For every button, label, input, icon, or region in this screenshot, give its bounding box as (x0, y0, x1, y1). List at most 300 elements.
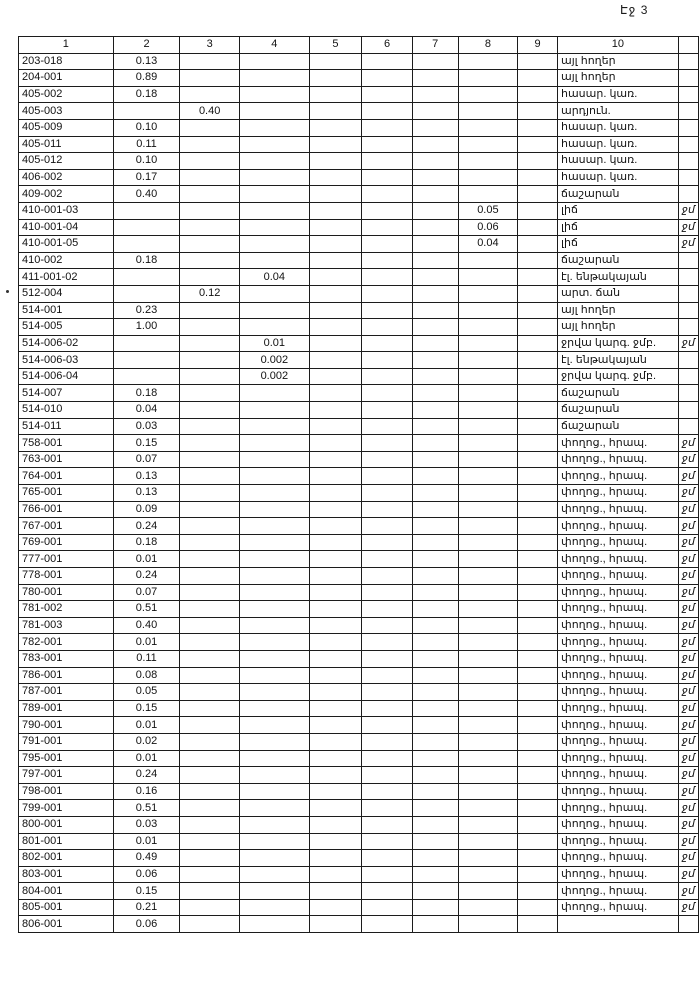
cell-col6 (362, 319, 413, 336)
cell-col10: փողոց., հրապ. (557, 717, 678, 734)
column-header-9: 9 (518, 37, 558, 54)
column-header-3: 3 (180, 37, 240, 54)
cell-col3 (180, 236, 240, 253)
cell-col4 (240, 833, 310, 850)
cell-col4 (240, 169, 310, 186)
cell-col3 (180, 833, 240, 850)
cell-col1: 514-010 (19, 402, 114, 419)
cell-col1: 767-001 (19, 518, 114, 535)
table-header-row (19, 37, 699, 54)
cell-col8 (458, 767, 518, 784)
cell-col1: 799-001 (19, 800, 114, 817)
cell-col10: փողոց., հրապ. (557, 750, 678, 767)
cell-col10: փողոց., հրապ. (557, 833, 678, 850)
cell-col1: 410-001-04 (19, 219, 114, 236)
cell-col3 (180, 717, 240, 734)
cell-col3 (180, 153, 240, 170)
margin-note (678, 385, 698, 402)
cell-col2: 0.03 (113, 816, 180, 833)
cell-col2: 0.03 (113, 418, 180, 435)
cell-col5 (309, 86, 362, 103)
cell-col9 (518, 86, 558, 103)
cell-col9 (518, 816, 558, 833)
cell-col4 (240, 103, 310, 120)
cell-col5 (309, 70, 362, 87)
cell-col3 (180, 916, 240, 933)
cell-col9 (518, 451, 558, 468)
table-row (19, 468, 699, 485)
cell-col6 (362, 584, 413, 601)
table-row (19, 916, 699, 933)
cell-col10: փողոց., հրապ. (557, 899, 678, 916)
table-row (19, 584, 699, 601)
margin-note (678, 169, 698, 186)
table-row (19, 850, 699, 867)
cell-col9 (518, 717, 558, 734)
cell-col6 (362, 883, 413, 900)
cell-col3 (180, 551, 240, 568)
cell-col10: այլ հողեր (557, 53, 678, 70)
cell-col10: փողոց., հրապ. (557, 551, 678, 568)
cell-col8 (458, 617, 518, 634)
cell-col9 (518, 733, 558, 750)
table-row (19, 402, 699, 419)
cell-col6 (362, 202, 413, 219)
cell-col3 (180, 70, 240, 87)
cell-col5 (309, 385, 362, 402)
page-number-label: Էջ 3 (620, 3, 649, 17)
cell-col6 (362, 733, 413, 750)
cell-col3 (180, 435, 240, 452)
cell-col3 (180, 302, 240, 319)
cell-col2: 0.24 (113, 568, 180, 585)
cell-col7 (412, 468, 458, 485)
cell-col6 (362, 634, 413, 651)
margin-note: ջմ (678, 202, 698, 219)
cell-col1: 411-001-02 (19, 269, 114, 286)
cell-col9 (518, 501, 558, 518)
cell-col5 (309, 899, 362, 916)
cell-col4 (240, 866, 310, 883)
cell-col6 (362, 667, 413, 684)
table-row (19, 418, 699, 435)
cell-col4 (240, 186, 310, 203)
cell-col5 (309, 501, 362, 518)
cell-col5 (309, 634, 362, 651)
cell-col3 (180, 86, 240, 103)
cell-col5 (309, 236, 362, 253)
cell-col4 (240, 402, 310, 419)
margin-note (678, 119, 698, 136)
cell-col6 (362, 236, 413, 253)
cell-col4 (240, 899, 310, 916)
cell-col3 (180, 202, 240, 219)
cell-col8 (458, 601, 518, 618)
cell-col9 (518, 767, 558, 784)
cell-col2: 0.15 (113, 883, 180, 900)
cell-col8 (458, 684, 518, 701)
cell-col3 (180, 899, 240, 916)
cell-col2 (113, 269, 180, 286)
cell-col10: փողոց., հրապ. (557, 435, 678, 452)
margin-note: ջմ (678, 850, 698, 867)
cell-col1: 514-005 (19, 319, 114, 336)
column-header-2: 2 (113, 37, 180, 54)
cell-col4 (240, 534, 310, 551)
cell-col2: 0.06 (113, 866, 180, 883)
cell-col6 (362, 252, 413, 269)
cell-col7 (412, 833, 458, 850)
cell-col8 (458, 816, 518, 833)
cell-col3 (180, 634, 240, 651)
cell-col5 (309, 916, 362, 933)
cell-col2 (113, 285, 180, 302)
table-row (19, 601, 699, 618)
cell-col5 (309, 219, 362, 236)
cell-col1: 204-001 (19, 70, 114, 87)
cell-col7 (412, 335, 458, 352)
cell-col7 (412, 816, 458, 833)
cell-col10: այլ հողեր (557, 70, 678, 87)
margin-note: ջմ (678, 717, 698, 734)
cell-col4 (240, 236, 310, 253)
cell-col1: 514-006-02 (19, 335, 114, 352)
cell-col2: 0.13 (113, 485, 180, 502)
cell-col3 (180, 352, 240, 369)
cell-col3 (180, 136, 240, 153)
cell-col6 (362, 119, 413, 136)
cell-col2 (113, 202, 180, 219)
cell-col8 (458, 750, 518, 767)
cell-col3 (180, 451, 240, 468)
column-header-1: 1 (19, 37, 114, 54)
margin-note: ջմ (678, 584, 698, 601)
cell-col1: 804-001 (19, 883, 114, 900)
table-row (19, 650, 699, 667)
cell-col6 (362, 169, 413, 186)
cell-col7 (412, 319, 458, 336)
cell-col4 (240, 883, 310, 900)
margin-note (678, 418, 698, 435)
cell-col3 (180, 816, 240, 833)
cell-col7 (412, 70, 458, 87)
cell-col8 (458, 833, 518, 850)
cell-col3: 0.40 (180, 103, 240, 120)
cell-col7 (412, 103, 458, 120)
cell-col8 (458, 584, 518, 601)
cell-col8 (458, 70, 518, 87)
margin-note: ջմ (678, 335, 698, 352)
column-header-4: 4 (240, 37, 310, 54)
cell-col6 (362, 352, 413, 369)
cell-col8 (458, 899, 518, 916)
column-header-7: 7 (412, 37, 458, 54)
cell-col10: ճաշարան (557, 186, 678, 203)
cell-col5 (309, 285, 362, 302)
cell-col7 (412, 451, 458, 468)
cell-col10: փողոց., հրապ. (557, 534, 678, 551)
cell-col10: այլ հողեր (557, 319, 678, 336)
cell-col5 (309, 269, 362, 286)
cell-col8 (458, 717, 518, 734)
table-row (19, 667, 699, 684)
cell-col1: 758-001 (19, 435, 114, 452)
margin-note (678, 269, 698, 286)
table-row (19, 733, 699, 750)
cell-col1: 512-004 (19, 285, 114, 302)
margin-note: ջմ (678, 501, 698, 518)
cell-col9 (518, 468, 558, 485)
table-row (19, 186, 699, 203)
cell-col4 (240, 136, 310, 153)
margin-note (678, 86, 698, 103)
cell-col10: փողոց., հրապ. (557, 584, 678, 601)
column-header-8: 8 (458, 37, 518, 54)
cell-col5 (309, 684, 362, 701)
cell-col10: էլ. ենթակայան (557, 352, 678, 369)
table-row (19, 319, 699, 336)
cell-col7 (412, 783, 458, 800)
cell-col4 (240, 219, 310, 236)
table-row (19, 53, 699, 70)
table-row (19, 136, 699, 153)
cell-col5 (309, 136, 362, 153)
cell-col9 (518, 285, 558, 302)
table-row (19, 518, 699, 535)
cell-col1: 405-003 (19, 103, 114, 120)
cell-col7 (412, 53, 458, 70)
margin-note: ջմ (678, 816, 698, 833)
cell-col2: 0.11 (113, 650, 180, 667)
cell-col5 (309, 302, 362, 319)
cell-col7 (412, 534, 458, 551)
cell-col9 (518, 269, 558, 286)
cell-col2 (113, 368, 180, 385)
cell-col1: 803-001 (19, 866, 114, 883)
cell-col7 (412, 617, 458, 634)
cell-col5 (309, 169, 362, 186)
margin-note (678, 136, 698, 153)
cell-col3 (180, 468, 240, 485)
cell-col4 (240, 750, 310, 767)
cell-col9 (518, 119, 558, 136)
cell-col10: հասար. կառ. (557, 169, 678, 186)
margin-note (678, 402, 698, 419)
cell-col3 (180, 584, 240, 601)
table-row (19, 783, 699, 800)
cell-col9 (518, 136, 558, 153)
cell-col3 (180, 883, 240, 900)
cell-col7 (412, 418, 458, 435)
cell-col6 (362, 86, 413, 103)
table-row (19, 800, 699, 817)
cell-col9 (518, 617, 558, 634)
cell-col1: 410-002 (19, 252, 114, 269)
cell-col2: 0.21 (113, 899, 180, 916)
margin-note: ջմ (678, 601, 698, 618)
cell-col3 (180, 335, 240, 352)
cell-col1: 802-001 (19, 850, 114, 867)
cell-col6 (362, 650, 413, 667)
cell-col8 (458, 485, 518, 502)
cell-col8 (458, 451, 518, 468)
cell-col9 (518, 485, 558, 502)
cell-col1: 766-001 (19, 501, 114, 518)
cell-col9 (518, 53, 558, 70)
cell-col9 (518, 219, 558, 236)
cell-col6 (362, 53, 413, 70)
margin-note (678, 368, 698, 385)
cell-col7 (412, 236, 458, 253)
cell-col3 (180, 534, 240, 551)
table-row (19, 385, 699, 402)
cell-col5 (309, 485, 362, 502)
margin-note: ջմ (678, 468, 698, 485)
margin-note (678, 252, 698, 269)
cell-col2 (113, 352, 180, 369)
cell-col9 (518, 368, 558, 385)
cell-col2: 0.13 (113, 468, 180, 485)
cell-col10: հասար. կառ. (557, 86, 678, 103)
cell-col7 (412, 352, 458, 369)
cell-col2: 0.23 (113, 302, 180, 319)
cell-col7 (412, 302, 458, 319)
cell-col5 (309, 402, 362, 419)
cell-col2: 0.08 (113, 667, 180, 684)
cell-col10: ճաշարան (557, 402, 678, 419)
cell-col2: 0.15 (113, 435, 180, 452)
cell-col4 (240, 551, 310, 568)
cell-col3 (180, 601, 240, 618)
table-row (19, 899, 699, 916)
cell-col9 (518, 551, 558, 568)
cell-col6 (362, 451, 413, 468)
cell-col2 (113, 236, 180, 253)
cell-col10: հասար. կառ. (557, 119, 678, 136)
margin-note: ջմ (678, 650, 698, 667)
cell-col8 (458, 153, 518, 170)
cell-col4 (240, 153, 310, 170)
cell-col8 (458, 501, 518, 518)
margin-note (678, 103, 698, 120)
cell-col1: 778-001 (19, 568, 114, 585)
cell-col7 (412, 136, 458, 153)
cell-col10: փողոց., հրապ. (557, 518, 678, 535)
table-row (19, 617, 699, 634)
cell-col7 (412, 866, 458, 883)
cell-col5 (309, 783, 362, 800)
table-row (19, 169, 699, 186)
cell-col2: 0.01 (113, 833, 180, 850)
cell-col3 (180, 750, 240, 767)
cell-col7 (412, 435, 458, 452)
cell-col1: 514-007 (19, 385, 114, 402)
cell-col1: 787-001 (19, 684, 114, 701)
margin-note: ջմ (678, 783, 698, 800)
cell-col6 (362, 219, 413, 236)
cell-col3 (180, 733, 240, 750)
cell-col10: լիճ (557, 202, 678, 219)
cell-col4 (240, 684, 310, 701)
cell-col1: 783-001 (19, 650, 114, 667)
cell-col10 (557, 916, 678, 933)
cell-col4 (240, 634, 310, 651)
cell-col3 (180, 485, 240, 502)
cell-col6 (362, 335, 413, 352)
cell-col2: 0.11 (113, 136, 180, 153)
cell-col1: 203-018 (19, 53, 114, 70)
cell-col1: 791-001 (19, 733, 114, 750)
cell-col4 (240, 700, 310, 717)
table-row (19, 219, 699, 236)
column-header-10: 10 (557, 37, 678, 54)
cell-col4: 0.01 (240, 335, 310, 352)
cell-col3 (180, 684, 240, 701)
cell-col5 (309, 650, 362, 667)
cell-col4 (240, 783, 310, 800)
margin-note: ջմ (678, 883, 698, 900)
table-row (19, 252, 699, 269)
cell-col5 (309, 319, 362, 336)
table-row (19, 833, 699, 850)
cell-col2: 0.18 (113, 252, 180, 269)
cell-col8 (458, 418, 518, 435)
cell-col10: փողոց., հրապ. (557, 800, 678, 817)
cell-col5 (309, 103, 362, 120)
margin-note: ջմ (678, 617, 698, 634)
cell-col7 (412, 568, 458, 585)
cell-col9 (518, 800, 558, 817)
margin-note: ջմ (678, 684, 698, 701)
cell-col7 (412, 252, 458, 269)
cell-col2: 0.24 (113, 767, 180, 784)
cell-col5 (309, 451, 362, 468)
margin-note: ջմ (678, 750, 698, 767)
margin-note (678, 285, 698, 302)
cell-col9 (518, 186, 558, 203)
cell-col3 (180, 700, 240, 717)
margin-note: ջմ (678, 236, 698, 253)
margin-note (678, 186, 698, 203)
margin-note: ջմ (678, 733, 698, 750)
cell-col3 (180, 617, 240, 634)
cell-col1: 763-001 (19, 451, 114, 468)
cell-col7 (412, 551, 458, 568)
table-row (19, 335, 699, 352)
cell-col2: 0.18 (113, 385, 180, 402)
cell-col2: 0.51 (113, 601, 180, 618)
cell-col7 (412, 717, 458, 734)
cell-col10: փողոց., հրապ. (557, 601, 678, 618)
cell-col7 (412, 186, 458, 203)
cell-col6 (362, 402, 413, 419)
cell-col9 (518, 518, 558, 535)
cell-col5 (309, 435, 362, 452)
cell-col4 (240, 468, 310, 485)
cell-col7 (412, 402, 458, 419)
cell-col6 (362, 617, 413, 634)
cell-col10: արտ. ճան (557, 285, 678, 302)
cell-col7 (412, 850, 458, 867)
margin-note: ջմ (678, 634, 698, 651)
margin-note: ջմ (678, 551, 698, 568)
cell-col6 (362, 800, 413, 817)
cell-col10: էլ. ենթակայան (557, 269, 678, 286)
table-body (19, 53, 699, 932)
cell-col10: փողոց., հրապ. (557, 866, 678, 883)
cell-col8 (458, 534, 518, 551)
cell-col10: փողոց., հրապ. (557, 501, 678, 518)
